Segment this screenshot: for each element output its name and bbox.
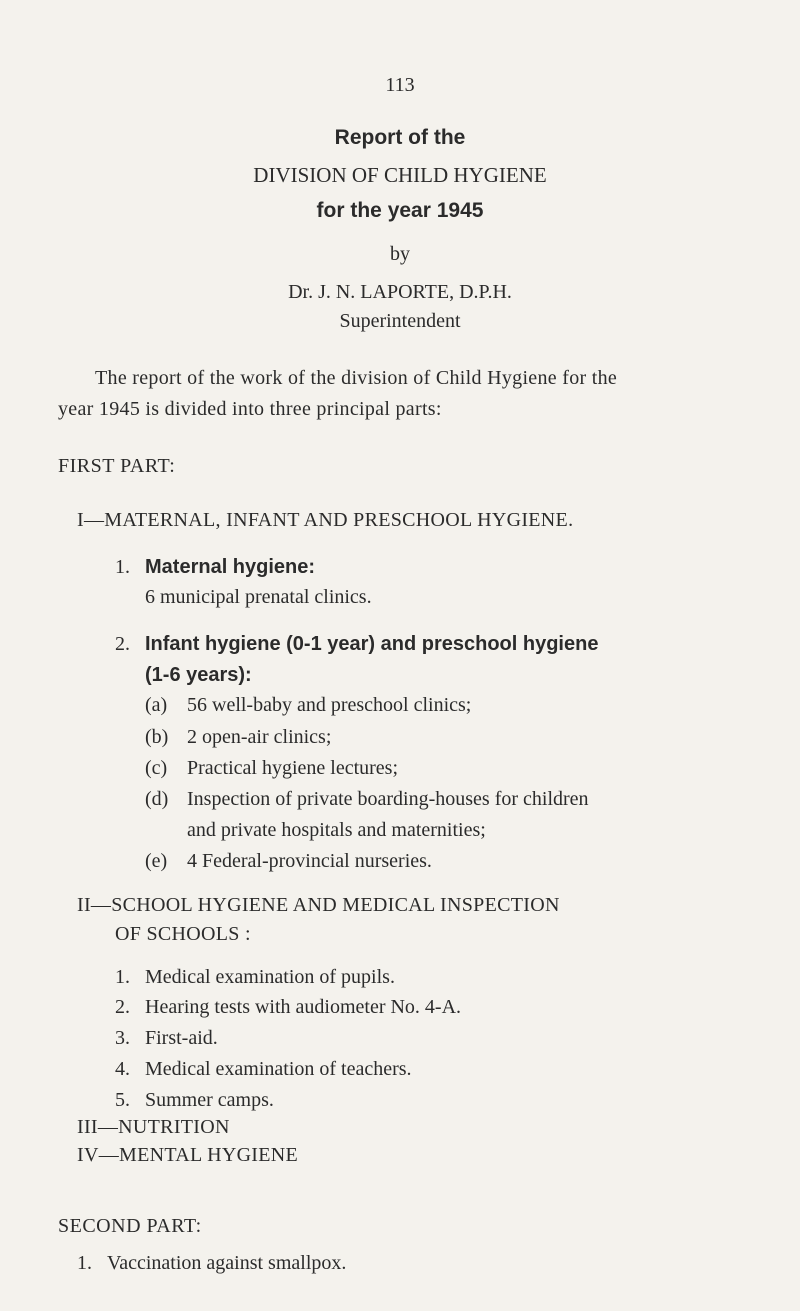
list-text: 4 Federal-provincial nurseries. xyxy=(187,850,432,872)
infant-hygiene-title: Infant hygiene (0-1 year) and preschool hygiene xyxy=(145,633,599,655)
list-label: 4. xyxy=(115,1058,130,1080)
list-item xyxy=(115,966,395,989)
list-text: and private hospitals and maternities; xyxy=(187,819,486,841)
list-item xyxy=(115,1058,412,1081)
report-author-role: Superintendent xyxy=(339,310,461,332)
list-item xyxy=(145,850,432,873)
list-text: Hearing tests with audiometer No. 4-A. xyxy=(145,996,462,1018)
list-item xyxy=(145,757,398,780)
list-label: 1. xyxy=(115,966,130,988)
list-text: Practical hygiene lectures; xyxy=(187,757,399,779)
list-label: (b) xyxy=(145,726,169,748)
list-label: (d) xyxy=(145,788,169,810)
item-number: 1. xyxy=(115,556,130,578)
infant-hygiene-title-cont: (1-6 years): xyxy=(145,664,252,686)
list-label: 1. xyxy=(77,1252,92,1274)
section4-heading: IV—MENTAL HYGIENE xyxy=(77,1144,299,1166)
section3-heading: III—NUTRITION xyxy=(77,1116,230,1138)
first-part-heading: FIRST PART: xyxy=(58,455,176,477)
maternal-hygiene-item xyxy=(115,556,315,579)
list-item xyxy=(145,819,486,842)
list-text: 2 open-air clinics; xyxy=(187,726,332,748)
section1-heading: I—MATERNAL, INFANT AND PRESCHOOL HYGIENE. xyxy=(77,509,574,531)
maternal-hygiene-detail: 6 municipal prenatal clinics. xyxy=(145,586,372,608)
list-label: 3. xyxy=(115,1027,130,1049)
report-by: by xyxy=(390,243,410,265)
list-item xyxy=(145,726,331,749)
report-title-division: DIVISION OF CHILD HYGIENE xyxy=(253,163,547,187)
list-text: Summer camps. xyxy=(145,1089,274,1111)
intro-line1: The report of the work of the division of Child Hygiene for the xyxy=(95,367,618,389)
list-item xyxy=(145,788,589,811)
section2-heading-cont: OF SCHOOLS : xyxy=(115,923,251,945)
list-text: Medical examination of teachers. xyxy=(145,1058,412,1080)
list-text: First-aid. xyxy=(145,1027,218,1049)
report-title-line1: Report of the xyxy=(334,126,466,149)
list-item xyxy=(115,1027,218,1050)
report-title-year: for the year 1945 xyxy=(316,199,484,222)
item-number: 2. xyxy=(115,633,130,655)
list-item xyxy=(77,1252,346,1275)
section2-heading: II—SCHOOL HYGIENE AND MEDICAL INSPECTION xyxy=(77,894,560,916)
list-item xyxy=(115,1089,274,1112)
list-text: Vaccination against smallpox. xyxy=(107,1252,347,1274)
list-label: (a) xyxy=(145,694,168,716)
list-text: 56 well-baby and preschool clinics; xyxy=(187,694,472,716)
page-number: 113 xyxy=(385,74,415,96)
list-text: Medical examination of pupils. xyxy=(145,966,395,988)
maternal-hygiene-title: Maternal hygiene: xyxy=(145,556,316,578)
list-label: (e) xyxy=(145,850,168,872)
list-label: 2. xyxy=(115,996,130,1018)
list-label: (c) xyxy=(145,757,168,779)
infant-hygiene-item xyxy=(115,633,598,656)
list-label: 5. xyxy=(115,1089,130,1111)
report-author: Dr. J. N. LAPORTE, D.P.H. xyxy=(288,281,512,303)
intro-line2: year 1945 is divided into three principal parts: xyxy=(58,398,442,420)
list-item xyxy=(115,996,461,1019)
second-part-heading: SECOND PART: xyxy=(58,1215,202,1237)
list-item xyxy=(145,694,471,717)
list-text: Inspection of private boarding-houses for children xyxy=(187,788,589,810)
